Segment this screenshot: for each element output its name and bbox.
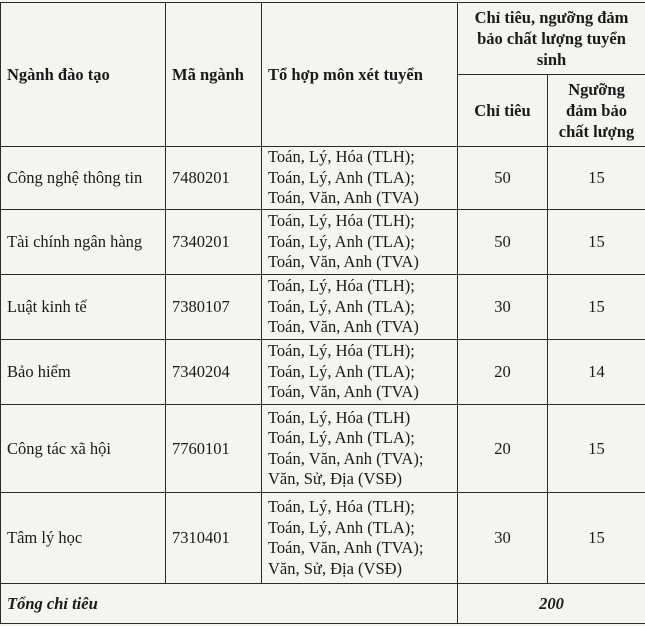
row-name: Bảo hiểm <box>1 340 166 405</box>
header-to-hop: Tổ hợp môn xét tuyển <box>262 3 458 147</box>
row-combos <box>262 340 458 405</box>
header-group: Chỉ tiêu, ngưỡng đảm bảo chất lượng tuyển sinh <box>458 3 645 75</box>
row-quota: 20 <box>458 340 548 405</box>
combo-line: Văn, Sử, Địa (VSĐ) <box>268 469 403 488</box>
table-row <box>1 493 645 584</box>
row-name: Luật kinh tế <box>1 275 166 340</box>
combo-line: Toán, Văn, Anh (TVA) <box>268 188 419 208</box>
row-code: 7760101 <box>166 405 262 493</box>
row-threshold: 15 <box>548 405 645 493</box>
row-code: 7380107 <box>166 275 262 340</box>
combo-line: Toán, Lý, Anh (TLA); <box>268 231 415 251</box>
row-threshold: 15 <box>548 493 645 584</box>
row-threshold: 15 <box>548 275 645 340</box>
row-combos <box>262 210 458 275</box>
combo-line: Toán, Lý, Anh (TLA); <box>268 167 415 187</box>
combo-line: Toán, Lý, Hóa (TLH); <box>268 276 415 296</box>
combo-line: Toán, Lý, Hóa (TLH); <box>268 147 415 167</box>
row-threshold: 15 <box>548 147 645 210</box>
combo-line: Toán, Lý, Anh (TLA); <box>268 361 415 381</box>
row-code: 7310401 <box>166 493 262 584</box>
row-name: Công nghệ thông tin <box>1 147 166 210</box>
header-nguong: Ngưỡng đảm bảo chất lượng <box>548 75 645 147</box>
row-code: 7480201 <box>166 147 262 210</box>
combo-line: Toán, Lý, Hóa (TLH); <box>268 497 415 516</box>
row-quota: 30 <box>458 275 548 340</box>
combo-line: Toán, Văn, Anh (TVA); <box>268 448 424 468</box>
combo-line: Toán, Lý, Hóa (TLH); <box>268 211 415 231</box>
total-value: 200 <box>458 584 645 624</box>
row-combos <box>262 405 458 493</box>
row-quota: 30 <box>458 493 548 584</box>
combo-line: Toán, Văn, Anh (TVA) <box>268 382 419 402</box>
row-threshold: 14 <box>548 340 645 405</box>
table-row <box>1 275 645 340</box>
table-row <box>1 147 645 210</box>
combo-line: Toán, Lý, Hóa (TLH); <box>268 341 415 361</box>
row-name: Công tác xã hội <box>1 405 166 493</box>
row-combos <box>262 493 458 584</box>
combo-line: Toán, Văn, Anh (TVA); <box>268 538 424 557</box>
row-quota: 50 <box>458 210 548 275</box>
combo-line: Toán, Lý, Anh (TLA); <box>268 517 415 537</box>
row-code: 7340204 <box>166 340 262 405</box>
total-label: Tổng chỉ tiêu <box>1 584 458 624</box>
combo-line: Văn, Sử, Địa (VSĐ) <box>268 558 403 578</box>
row-name: Tâm lý học <box>1 493 166 584</box>
combo-line: Toán, Văn, Anh (TVA) <box>268 252 419 272</box>
row-combos <box>262 275 458 340</box>
row-name: Tài chính ngân hàng <box>1 210 166 275</box>
combo-line: Toán, Văn, Anh (TVA) <box>268 317 419 337</box>
combo-line: Toán, Lý, Hóa (TLH) <box>268 407 411 427</box>
combo-line: Toán, Lý, Anh (TLA); <box>268 296 415 316</box>
table-row <box>1 405 645 493</box>
row-threshold: 15 <box>548 210 645 275</box>
row-quota: 20 <box>458 405 548 493</box>
header-chi-tieu: Chỉ tiêu <box>458 75 548 147</box>
table-row <box>1 340 645 405</box>
table-row <box>1 210 645 275</box>
row-combos <box>262 147 458 210</box>
admissions-table <box>0 2 645 624</box>
total-row <box>1 584 645 624</box>
row-quota: 50 <box>458 147 548 210</box>
combo-line: Toán, Lý, Anh (TLA); <box>268 428 415 447</box>
header-nganh: Ngành đào tạo <box>1 3 166 147</box>
row-code: 7340201 <box>166 210 262 275</box>
header-ma-nganh: Mã ngành <box>166 3 262 147</box>
